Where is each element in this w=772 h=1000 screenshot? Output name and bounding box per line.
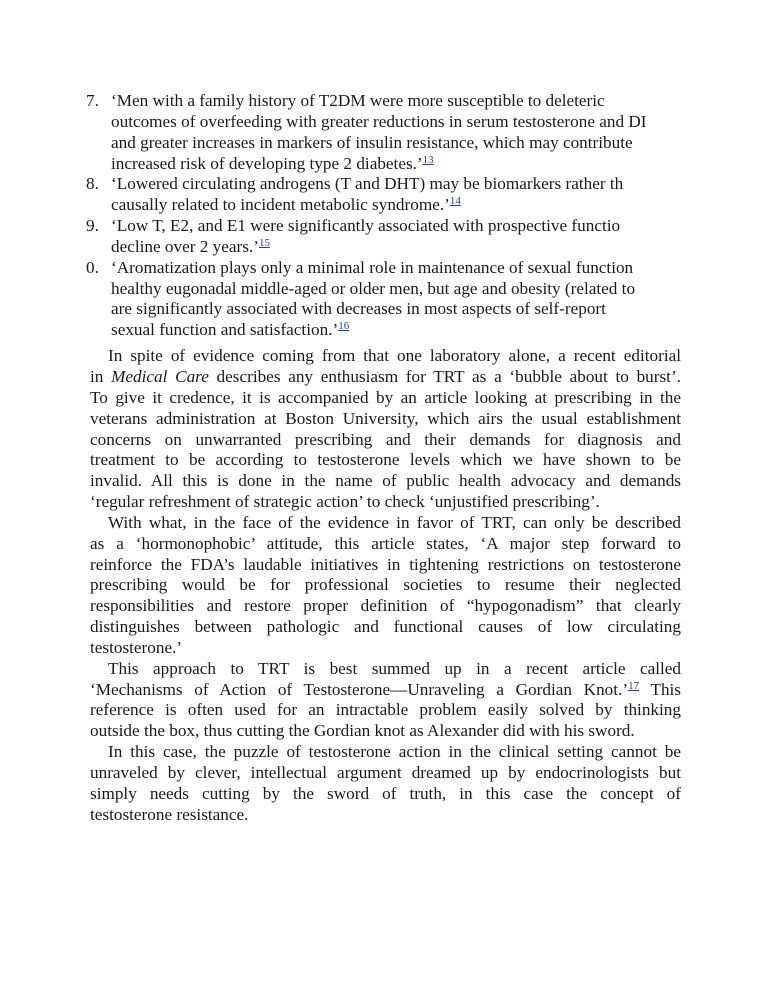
paragraph-line: prescribing would be for professional societies to resume their neglected bbox=[90, 575, 681, 595]
list-line: outcomes of overfeeding with greater reductions in serum testosterone and DI bbox=[111, 111, 647, 131]
paragraph-testosterone-resistance bbox=[90, 742, 681, 825]
paragraph-line: simply needs cutting by the sword of truth, in this case the concept of bbox=[90, 783, 681, 803]
paragraph-line: invalid. All this is done in the name of public health advocacy and demands bbox=[90, 471, 681, 491]
list-item-7 bbox=[86, 91, 681, 174]
paragraph-line: concerns on unwarranted prescribing and their demands for diagnosis and bbox=[90, 429, 681, 449]
paragraph-line: In spite of evidence coming from that one laboratory alone, a recent editorial bbox=[108, 346, 681, 366]
list-item-8 bbox=[86, 174, 681, 216]
list-line: causally related to incident metabolic syndrome.’$^{14}$ bbox=[111, 195, 461, 215]
list-line: healthy eugonadal middle-aged or older men, but age and obesity (related to bbox=[111, 278, 636, 298]
list-line: ‘Men with a family history of T2DM were more susceptible to deleteric bbox=[111, 91, 605, 110]
list-item-9 bbox=[86, 216, 681, 258]
paragraph-line: unraveled by clever, intellectual argument dreamed up by endocrinologists but bbox=[90, 763, 681, 782]
paragraph-line: veterans administration at Boston University, which airs the usual establishment bbox=[90, 408, 681, 428]
paragraph-line: as a ‘hormonophobic’ attitude, this article states, ‘A major step forward to bbox=[90, 533, 681, 553]
list-number: 9. bbox=[86, 216, 99, 236]
list-line: and greater increases in markers of insulin resistance, which may contribute bbox=[111, 132, 633, 152]
paragraph-line: in Medical Care describes any enthusiasm for TRT as a ‘bubble about to burst’. bbox=[90, 366, 681, 386]
citation-link-14[interactable]: 14 bbox=[449, 195, 461, 208]
citation-link-16[interactable]: 16 bbox=[338, 320, 350, 333]
list-line: sexual function and satisfaction.’$^{16}$ bbox=[111, 320, 350, 340]
citation-link-13[interactable]: 13 bbox=[422, 153, 434, 166]
paragraph-line: treatment to be according to testosterone levels which we have shown to be bbox=[90, 450, 681, 470]
citation-link-17[interactable]: 17 bbox=[628, 679, 640, 692]
journal-title: Medical Care bbox=[111, 366, 209, 386]
paragraph-line: In this case, the puzzle of testosterone action in the clinical setting cannot be bbox=[108, 742, 681, 762]
paragraph-line: responsibilities and restore proper definition of “hypogonadism” that clearly bbox=[90, 596, 681, 616]
list-number: 0. bbox=[86, 257, 99, 277]
list-number: 8. bbox=[86, 174, 99, 194]
paragraph-line: distinguishes between pathologic and functional causes of low circulating bbox=[90, 617, 681, 637]
list-line: increased risk of developing type 2 diabetes.’$^{13}$ bbox=[111, 153, 434, 173]
paragraph-line: With what, in the face of the evidence in favor of TRT, can only be described bbox=[108, 512, 681, 532]
paragraph-line: This approach to TRT is best summed up in a recent article called bbox=[108, 658, 681, 678]
paragraph-line: ‘Mechanisms of Action of Testosterone—Unraveling a Gordian Knot.’$^{17}$ This bbox=[90, 679, 681, 699]
paragraph-hormonophobic bbox=[90, 513, 681, 659]
list-line: ‘Aromatization plays only a minimal role in maintenance of sexual function bbox=[111, 257, 634, 277]
list-item-10 bbox=[86, 257, 681, 341]
citation-link-15[interactable]: 15 bbox=[258, 236, 270, 249]
paragraph-line: testosterone.’ bbox=[90, 637, 183, 657]
paragraph-line: reference is often used for an intractable problem easily solved by thinking bbox=[90, 700, 681, 720]
list-line: decline over 2 years.’$^{15}$ bbox=[111, 236, 270, 256]
body-text bbox=[86, 91, 681, 826]
paragraph-line: ‘regular refreshment of strategic action’ to check ‘unjustified prescribing’. bbox=[90, 492, 600, 512]
paragraph-line: testosterone resistance. bbox=[90, 804, 249, 824]
paragraph-line: To give it credence, it is accompanied by an article looking at prescribing in the bbox=[90, 387, 681, 407]
list-line: ‘Lowered circulating androgens (T and DHT) may be biomarkers rather th bbox=[111, 174, 624, 194]
list-line: are significantly associated with decreases in most aspects of self-report bbox=[111, 299, 606, 319]
paragraph-line: reinforce the FDA’s laudable initiatives in tightening restrictions on testosterone bbox=[90, 554, 681, 574]
paragraph-gordian-knot bbox=[90, 659, 681, 742]
paragraph-medical-care bbox=[90, 346, 681, 513]
list-line: ‘Low T, E2, and E1 were significantly associated with prospective functio bbox=[111, 216, 621, 236]
numbered-quote-list bbox=[86, 91, 681, 341]
paragraph-line: outside the box, thus cutting the Gordian knot as Alexander did with his sword. bbox=[90, 721, 635, 741]
list-number: 7. bbox=[86, 91, 99, 110]
